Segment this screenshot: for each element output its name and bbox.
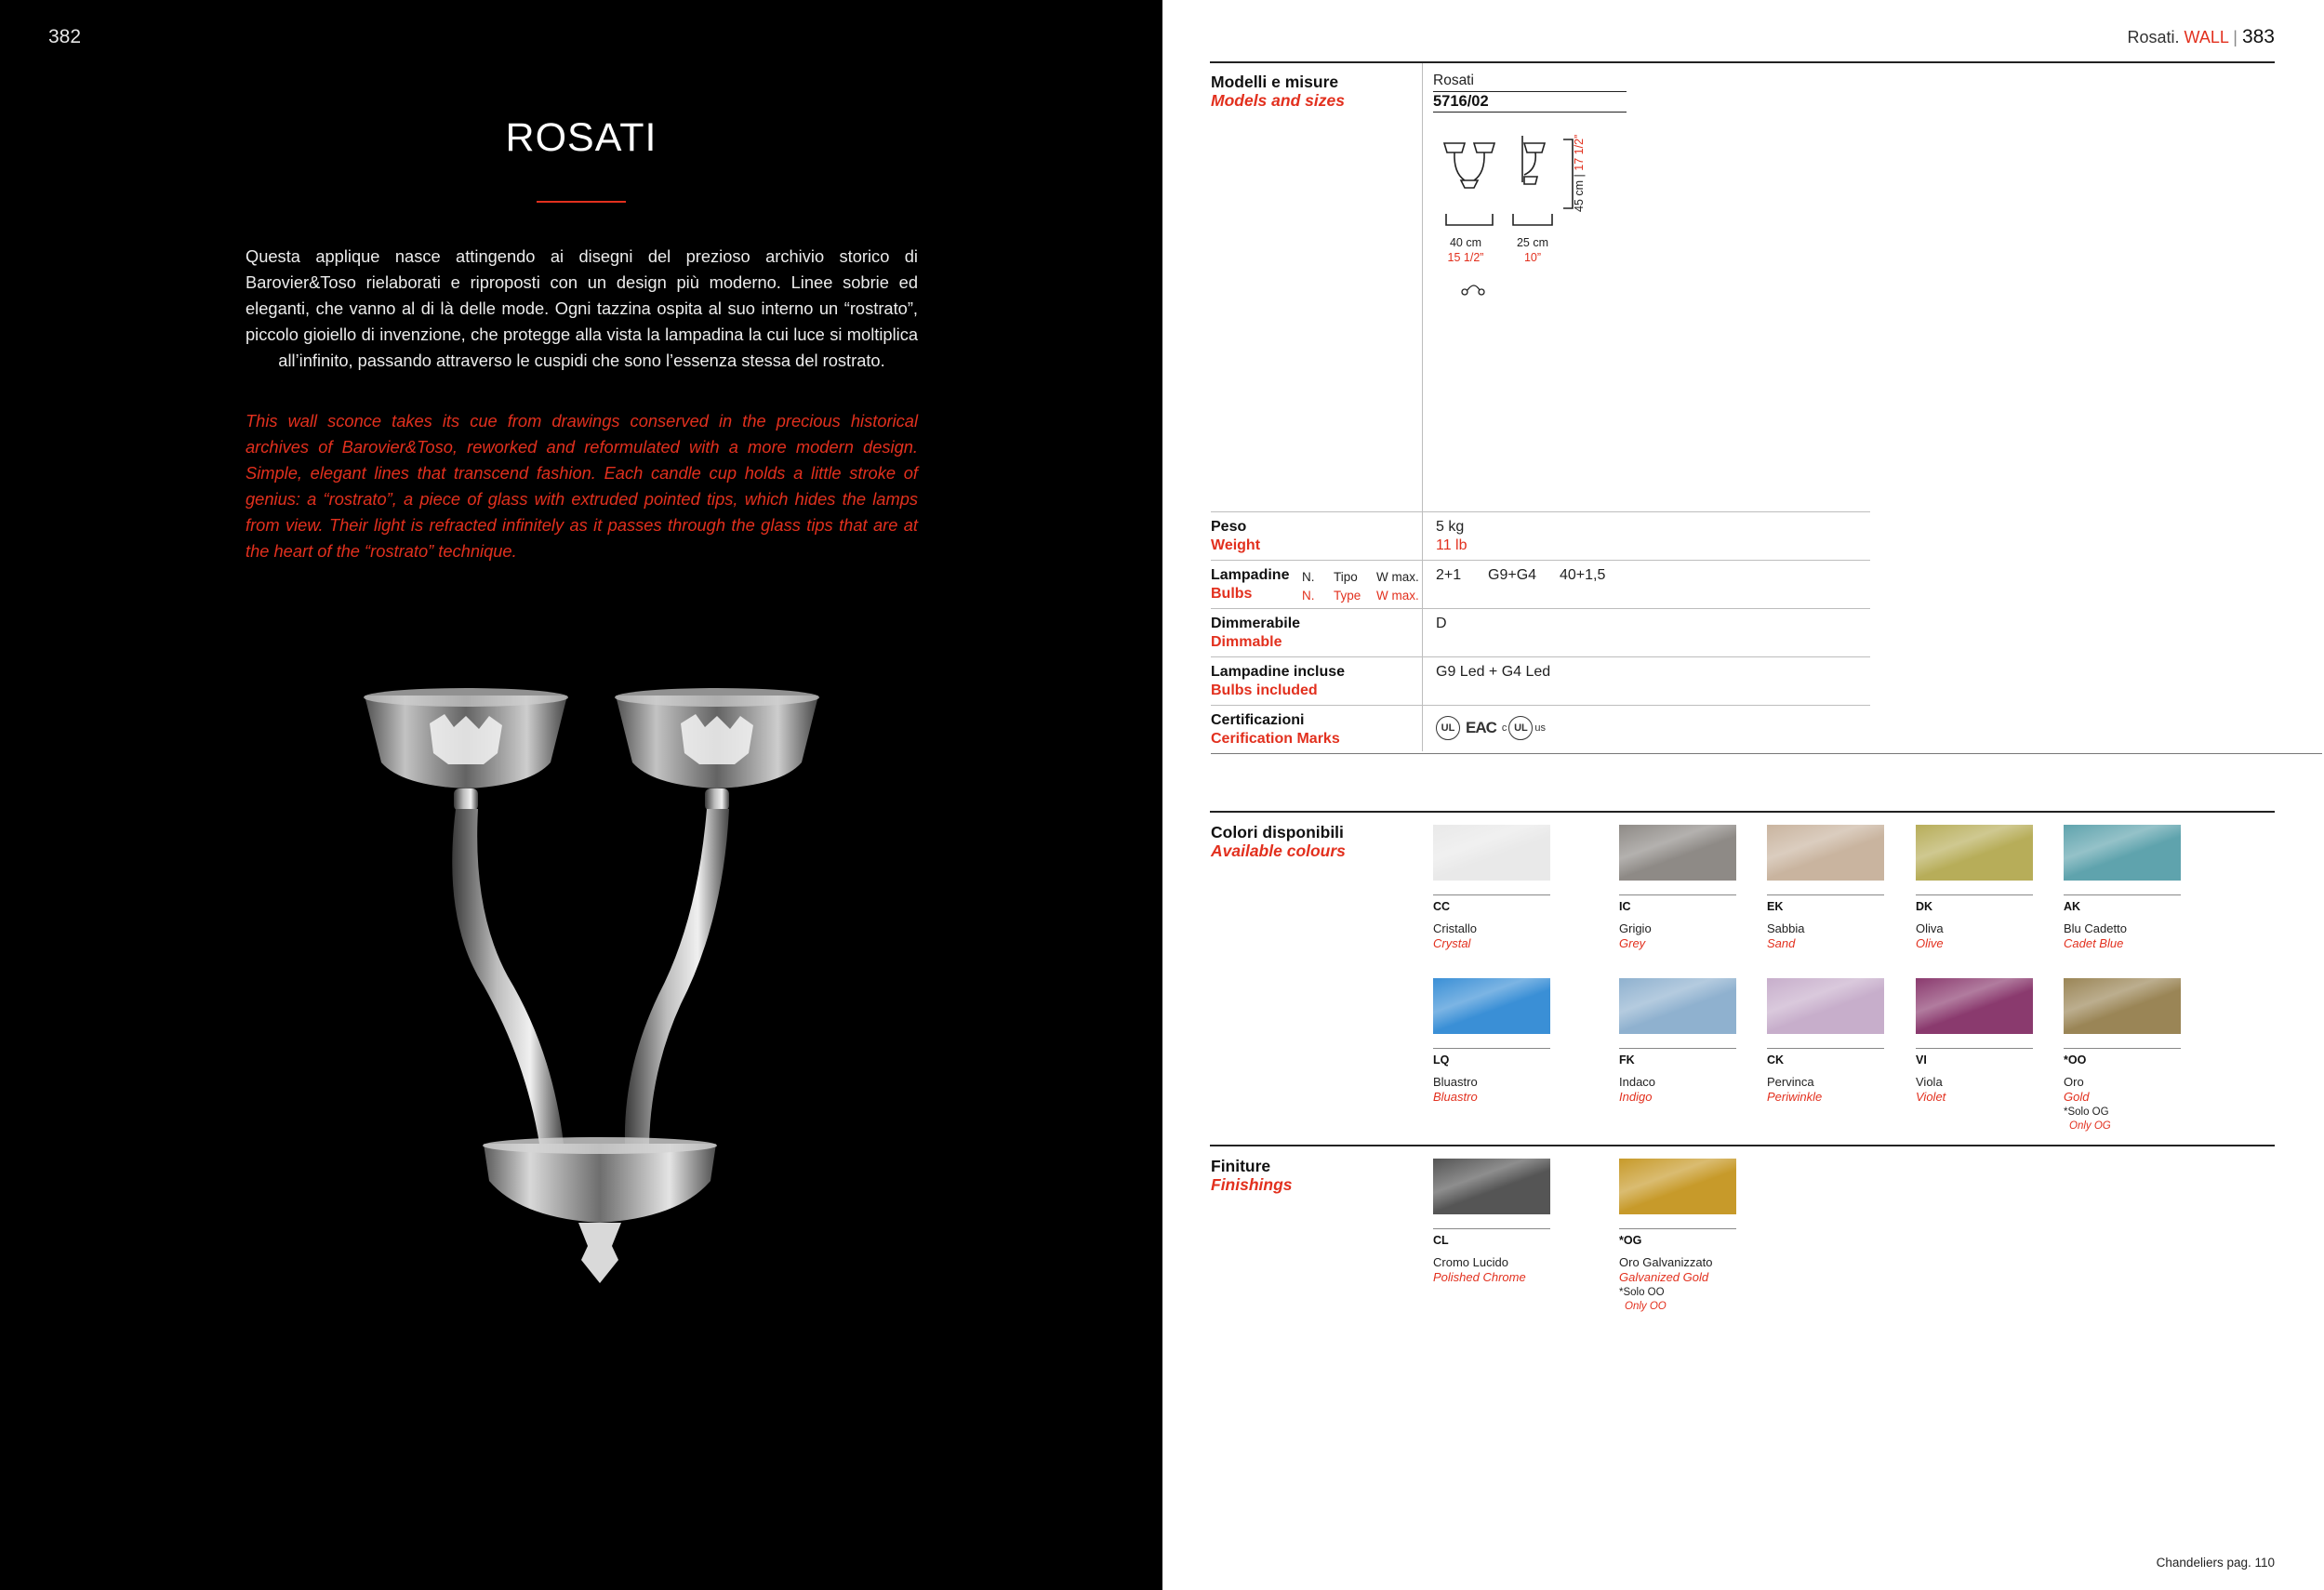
- weight-label-en: Weight: [1211, 537, 1261, 553]
- models-label-it: Modelli e misure: [1211, 73, 1339, 91]
- dimmable-label-it: Dimmerabile: [1211, 616, 1301, 631]
- product-title: ROSATI: [505, 115, 657, 160]
- footer-reference: Chandeliers pag. 110: [2156, 1556, 2275, 1570]
- swatch-rule: [1433, 894, 1550, 895]
- swatch-note: *Solo OG: [2064, 1106, 2109, 1118]
- finishings-label: [1211, 1157, 1293, 1194]
- bulbs-w: 40+1,5: [1560, 567, 1606, 583]
- swatch-rule: [1619, 1228, 1736, 1229]
- bulbs-label: [1211, 566, 1289, 603]
- bulbs-col-w-en: W max.: [1376, 589, 1419, 603]
- bulbs-n: 2+1: [1436, 567, 1462, 583]
- swatch-code: DK: [1916, 900, 1933, 913]
- dimmable-value: D: [1436, 616, 1447, 631]
- weight-lb: 11 lb: [1436, 537, 1467, 553]
- swatch-name: Sabbia: [1767, 921, 1805, 935]
- swatch-name-en: Grey: [1619, 936, 1646, 950]
- swatch-chip: [1916, 978, 2033, 1034]
- header-product: Rosati.: [2127, 28, 2180, 46]
- swatch-cl: [1433, 1159, 1550, 1285]
- certifications-label-it: Certificazioni: [1211, 712, 1305, 728]
- swatch-rule: [1433, 1228, 1550, 1229]
- weight-value: [1436, 518, 1467, 555]
- swatch-name: Pervinca: [1767, 1075, 1814, 1089]
- table-vertical-divider: [1422, 63, 1423, 751]
- colours-label: [1211, 823, 1346, 860]
- swatch-lq: [1433, 978, 1550, 1105]
- swatch-ek: [1767, 825, 1884, 951]
- bulbs-col-n-en: N.: [1302, 589, 1315, 603]
- dimension-side-width: [1509, 235, 1556, 265]
- swatch-chip: [1433, 1159, 1550, 1214]
- swatch-name-en: Periwinkle: [1767, 1090, 1823, 1104]
- swatch-rule: [2064, 894, 2181, 895]
- swatch-code: *OG: [1619, 1234, 1642, 1247]
- swatch-rule: [1916, 894, 2033, 895]
- swatch-rule: [1619, 894, 1736, 895]
- swatch-fk: [1619, 978, 1736, 1105]
- swatch-name-en: Bluastro: [1433, 1090, 1478, 1104]
- swatch-code: CL: [1433, 1234, 1449, 1247]
- swatch-name-en: Indigo: [1619, 1090, 1653, 1104]
- swatch-name-en: Olive: [1916, 936, 1944, 950]
- swatch-name: Bluastro: [1433, 1075, 1478, 1089]
- swatch-code: AK: [2064, 900, 2081, 913]
- swatch-chip: [2064, 978, 2181, 1034]
- swatch-vi: [1916, 978, 2033, 1105]
- swatch-chip: [1433, 825, 1550, 881]
- model-rule-bottom: [1433, 112, 1627, 113]
- swatch-chip: [1767, 825, 1884, 881]
- dimmable-label: [1211, 615, 1300, 652]
- swatch-name: Oliva: [1916, 921, 1944, 935]
- bulbs-label-en: Bulbs: [1211, 586, 1253, 602]
- front-width-in: 15 1/2”: [1447, 251, 1484, 264]
- swatch-name: Oro: [2064, 1075, 2084, 1089]
- page-number-right: 383: [2241, 26, 2275, 47]
- wall-sconce-photo: [344, 679, 921, 1311]
- swatch-rule: [1619, 1048, 1736, 1049]
- bulbs-col-n: N.: [1302, 570, 1315, 584]
- bulbs-type: G9+G4: [1488, 567, 1537, 583]
- swatch-ck: [1767, 978, 1884, 1105]
- swatch-code: FK: [1619, 1053, 1635, 1067]
- models-label-en: Models and sizes: [1211, 91, 1345, 110]
- swatch-chip: [1619, 1159, 1736, 1214]
- swatch-ic: [1619, 825, 1736, 951]
- swatch-code: CK: [1767, 1053, 1785, 1067]
- weight-label-it: Peso: [1211, 519, 1247, 535]
- row-divider: [1211, 705, 1870, 706]
- swatch-name-en: Polished Chrome: [1433, 1270, 1526, 1284]
- weight-kg: 5 kg: [1436, 519, 1465, 535]
- swatch-chip: [1916, 825, 2033, 881]
- swatch-name: Blu Cadetto: [2064, 921, 2127, 935]
- finishings-label-it: Finiture: [1211, 1157, 1271, 1175]
- dimmable-label-en: Dimmable: [1211, 634, 1282, 650]
- height-separator: |: [1573, 174, 1586, 178]
- description-english: This wall sconce takes its cue from drawings conserved in the precious historical archives of Barovier&Toso, reworked and reformulated with a more modern design. Simple, elegant lines that transcend fashion. Each candle cup holds a little stroke of genius: a “rostrato”, a piece of glass with extruded pointed tips, which hides the lamps from view. Their light is refracted infinitely as it passes through the glass tips that are at the heart of the “rostrato” technique.: [246, 411, 918, 561]
- swatch-name-en: Galvanized Gold: [1619, 1270, 1709, 1284]
- swatch-note: *Solo OO: [1619, 1287, 1665, 1298]
- page-number-left: 382: [48, 26, 82, 47]
- swatch-note-en: Only OG: [2069, 1120, 2111, 1132]
- weight-label: [1211, 518, 1260, 555]
- row-divider: [1211, 608, 1870, 609]
- cul-us-mark-icon: c UL us: [1502, 716, 1546, 740]
- swatch-code: IC: [1619, 900, 1631, 913]
- model-name: Rosati: [1433, 73, 1474, 88]
- swatch-chip: [1767, 978, 1884, 1034]
- title-underline: [537, 201, 626, 203]
- colours-label-en: Available colours: [1211, 841, 1346, 860]
- bulbs-columns: [1302, 568, 1430, 605]
- row-divider: [1211, 511, 1870, 512]
- bulbs-included-value: G9 Led + G4 Led: [1436, 664, 1551, 680]
- swatch-chip: [1433, 978, 1550, 1034]
- model-code: 5716/02: [1433, 93, 1489, 110]
- bulbs-col-type: Tipo: [1334, 570, 1358, 584]
- bulbs-col-type-en: Type: [1334, 589, 1361, 603]
- swatch-code: LQ: [1433, 1053, 1450, 1067]
- swatch-name: Indaco: [1619, 1075, 1656, 1089]
- swatch-name: Cromo Lucido: [1433, 1255, 1508, 1269]
- swatch-name-en: Sand: [1767, 936, 1796, 950]
- row-divider: [1211, 753, 2322, 754]
- swatch-dk: [1916, 825, 2033, 951]
- finishings-divider: [1210, 1145, 2275, 1146]
- swatch-oo: [2064, 978, 2181, 1133]
- model-rule-top: [1433, 91, 1627, 92]
- side-width-cm: 25 cm: [1516, 236, 1549, 249]
- swatch-chip: [1619, 825, 1736, 881]
- certifications-label: [1211, 711, 1340, 749]
- dimension-height: [1573, 135, 1586, 212]
- row-divider: [1211, 560, 1870, 561]
- swatch-og: [1619, 1159, 1736, 1314]
- swatch-name-en: Gold: [2064, 1090, 2090, 1104]
- running-header: [2128, 26, 2276, 48]
- swatch-name: Viola: [1916, 1075, 1943, 1089]
- swatch-rule: [1916, 1048, 2033, 1049]
- swatch-cc: [1433, 825, 1550, 951]
- swatch-name: Grigio: [1619, 921, 1652, 935]
- swatch-name: Cristallo: [1433, 921, 1477, 935]
- swatch-code: VI: [1916, 1053, 1927, 1067]
- ul-mark-icon: UL: [1436, 716, 1460, 740]
- header-separator: |: [2233, 28, 2238, 46]
- swatch-ak: [2064, 825, 2181, 951]
- finishings-label-en: Finishings: [1211, 1175, 1293, 1194]
- swatch-rule: [1767, 1048, 1884, 1049]
- swatch-rule: [2064, 1048, 2181, 1049]
- top-divider: [1210, 61, 2275, 63]
- description-italian: Questa applique nasce attingendo ai disegni del prezioso archivio storico di Barovier&Toso rielaborati e riproposti con un design più moderno. Linee sobrie ed eleganti, che vanno al di là delle mode. Ogni tazzina ospita al suo interno un “rostrato”, piccolo gioiello di invenzione, che protegge alla vista la lampadina la cui luce si moltiplica all’infinito, passando attraverso le cuspidi che sono l’essenza stessa del rostrato.: [246, 246, 918, 370]
- swatch-name-en: Crystal: [1433, 936, 1471, 950]
- bulbs-included-label-en: Bulbs included: [1211, 682, 1318, 698]
- swatch-rule: [1433, 1048, 1550, 1049]
- swatch-chip: [1619, 978, 1736, 1034]
- swatch-chip: [2064, 825, 2181, 881]
- certification-marks: [1436, 716, 1546, 740]
- front-width-cm: 40 cm: [1449, 236, 1482, 249]
- bulbs-included-label: [1211, 663, 1345, 700]
- height-in: 17 1/2”: [1573, 134, 1586, 171]
- swatch-code: *OO: [2064, 1053, 2087, 1067]
- swatch-rule: [1767, 894, 1884, 895]
- certifications-label-en: Cerification Marks: [1211, 731, 1340, 747]
- models-label: [1211, 73, 1345, 110]
- bulbs-included-label-it: Lampadine incluse: [1211, 664, 1346, 680]
- colours-divider: [1210, 811, 2275, 813]
- eac-mark-icon: EAC: [1466, 719, 1496, 736]
- row-divider: [1211, 656, 1870, 657]
- right-page: [1162, 0, 2324, 1590]
- swatch-name: Oro Galvanizzato: [1619, 1255, 1713, 1269]
- swatch-name-en: Cadet Blue: [2064, 936, 2124, 950]
- colours-label-it: Colori disponibili: [1211, 823, 1344, 841]
- side-width-in: 10”: [1523, 251, 1542, 264]
- height-cm: 45 cm: [1573, 179, 1586, 212]
- header-category: WALL: [2184, 28, 2229, 46]
- swatch-name-en: Violet: [1916, 1090, 1946, 1104]
- swatch-note-en: Only OO: [1625, 1301, 1667, 1312]
- bulbs-label-it: Lampadine: [1211, 567, 1290, 583]
- bulbs-col-w: W max.: [1376, 570, 1419, 584]
- model-dimension-drawing: [1433, 128, 1591, 324]
- swatch-code: CC: [1433, 900, 1451, 913]
- dimension-front-width: [1438, 235, 1494, 265]
- bulbs-values: [1436, 566, 1605, 585]
- swatch-code: EK: [1767, 900, 1784, 913]
